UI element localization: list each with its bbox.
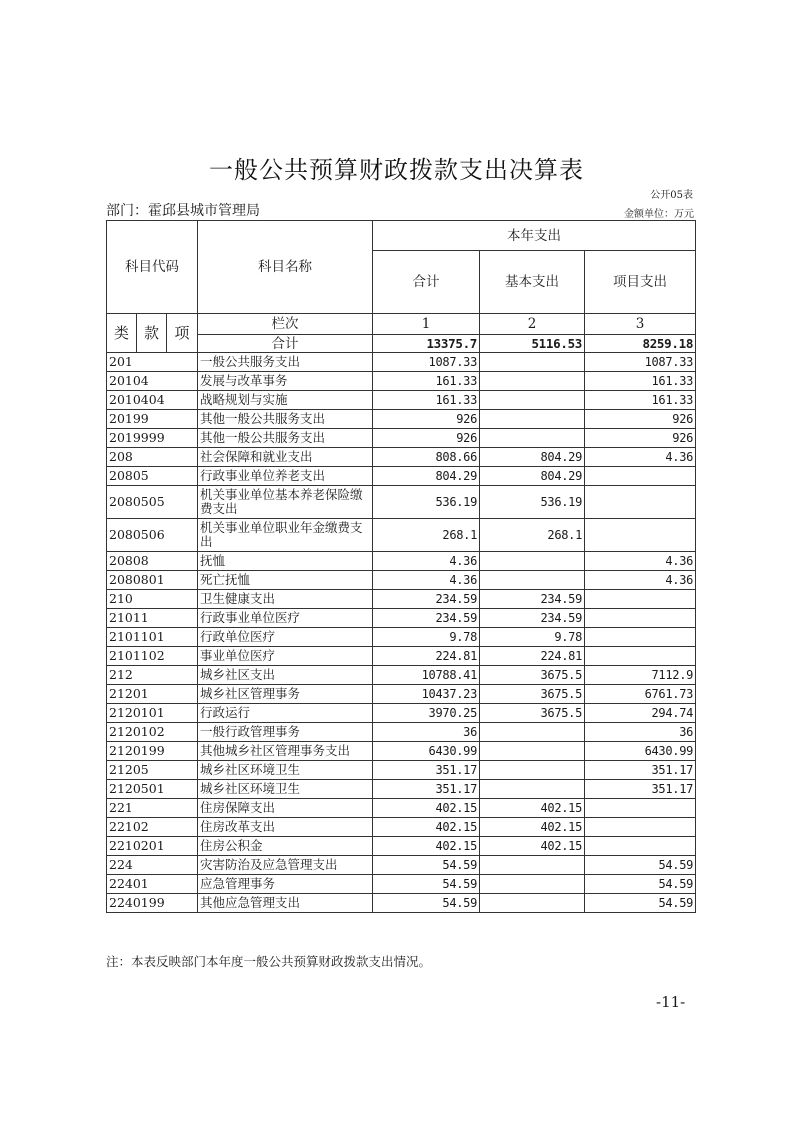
row-code: 2080506 — [107, 519, 198, 552]
form-number: 公开05表 — [650, 190, 693, 201]
row-project: 4.36 — [585, 552, 696, 571]
row-project: 4.36 — [585, 571, 696, 590]
row-code: 22401 — [107, 875, 198, 894]
row-project: 351.17 — [585, 780, 696, 799]
row-code: 201 — [107, 353, 198, 372]
row-total: 9.78 — [373, 628, 480, 647]
table-row — [107, 552, 696, 571]
row-name: 城乡社区管理事务 — [198, 685, 373, 704]
table-row — [107, 519, 696, 552]
row-basic: 3675.5 — [480, 704, 585, 723]
row-name: 机关事业单位职业年金缴费支出 — [198, 519, 373, 552]
row-total: 926 — [373, 429, 480, 448]
table-row — [107, 448, 696, 467]
table-row — [107, 723, 696, 742]
row-total: 4.36 — [373, 571, 480, 590]
row-basic: 804.29 — [480, 467, 585, 486]
row-project: 7112.9 — [585, 666, 696, 685]
row-total: 161.33 — [373, 372, 480, 391]
row-code: 22102 — [107, 818, 198, 837]
row-basic — [480, 372, 585, 391]
table-row — [107, 590, 696, 609]
row-name: 一般公共服务支出 — [198, 353, 373, 372]
row-code: 2080801 — [107, 571, 198, 590]
row-total: 54.59 — [373, 856, 480, 875]
header-current-year: 本年支出 — [373, 221, 696, 251]
row-project: 4.36 — [585, 448, 696, 467]
row-basic — [480, 723, 585, 742]
row-total: 804.29 — [373, 467, 480, 486]
row-project — [585, 590, 696, 609]
row-total: 536.19 — [373, 486, 480, 519]
row-basic — [480, 875, 585, 894]
column-index-2: 2 — [480, 314, 585, 335]
row-total: 268.1 — [373, 519, 480, 552]
row-project: 54.59 — [585, 856, 696, 875]
table-row — [107, 856, 696, 875]
header-section: 款 — [137, 314, 167, 353]
row-basic: 804.29 — [480, 448, 585, 467]
row-name: 灾害防治及应急管理支出 — [198, 856, 373, 875]
row-total: 808.66 — [373, 448, 480, 467]
total-row-label: 合计 — [198, 335, 373, 353]
row-project — [585, 837, 696, 856]
row-basic: 224.81 — [480, 647, 585, 666]
row-code: 21201 — [107, 685, 198, 704]
row-code: 20104 — [107, 372, 198, 391]
total-row-project: 8259.18 — [585, 335, 696, 353]
row-code: 210 — [107, 590, 198, 609]
row-total: 402.15 — [373, 818, 480, 837]
header-class: 类 — [107, 314, 137, 353]
row-name: 其他应急管理支出 — [198, 894, 373, 913]
row-project: 161.33 — [585, 391, 696, 410]
table-row — [107, 894, 696, 913]
row-name: 行政单位医疗 — [198, 628, 373, 647]
unit-label: 金额单位：万元 — [624, 209, 694, 220]
row-code: 20808 — [107, 552, 198, 571]
row-name: 事业单位医疗 — [198, 647, 373, 666]
row-basic — [480, 761, 585, 780]
row-name: 城乡社区环境卫生 — [198, 761, 373, 780]
row-project — [585, 519, 696, 552]
row-name: 行政运行 — [198, 704, 373, 723]
header-item: 项 — [167, 314, 198, 353]
row-project: 6761.73 — [585, 685, 696, 704]
table-row — [107, 837, 696, 856]
row-basic: 234.59 — [480, 609, 585, 628]
page-number: -11- — [656, 993, 686, 1011]
row-total: 234.59 — [373, 609, 480, 628]
header-basic: 基本支出 — [480, 251, 585, 314]
row-basic — [480, 571, 585, 590]
column-index-1: 1 — [373, 314, 480, 335]
row-name: 住房保障支出 — [198, 799, 373, 818]
row-code: 212 — [107, 666, 198, 685]
row-name: 城乡社区支出 — [198, 666, 373, 685]
table-row — [107, 780, 696, 799]
row-code: 2101101 — [107, 628, 198, 647]
row-total: 10788.41 — [373, 666, 480, 685]
row-name: 住房公积金 — [198, 837, 373, 856]
total-row-basic: 5116.53 — [480, 335, 585, 353]
row-total: 3970.25 — [373, 704, 480, 723]
row-total: 54.59 — [373, 875, 480, 894]
table-row — [107, 372, 696, 391]
row-basic — [480, 856, 585, 875]
row-name: 死亡抚恤 — [198, 571, 373, 590]
column-index-3: 3 — [585, 314, 696, 335]
row-total: 36 — [373, 723, 480, 742]
row-project — [585, 609, 696, 628]
row-code: 2120102 — [107, 723, 198, 742]
row-basic: 9.78 — [480, 628, 585, 647]
table-row — [107, 353, 696, 372]
table-row — [107, 467, 696, 486]
row-code: 20805 — [107, 467, 198, 486]
table-row — [107, 410, 696, 429]
row-code: 21011 — [107, 609, 198, 628]
row-name: 抚恤 — [198, 552, 373, 571]
row-code: 2120101 — [107, 704, 198, 723]
row-total: 1087.33 — [373, 353, 480, 372]
row-total: 402.15 — [373, 799, 480, 818]
row-name: 战略规划与实施 — [198, 391, 373, 410]
row-project — [585, 818, 696, 837]
row-code: 2210201 — [107, 837, 198, 856]
row-project — [585, 486, 696, 519]
footnote: 注：本表反映部门本年度一般公共预算财政拨款支出情况。 — [106, 954, 432, 969]
row-project: 926 — [585, 429, 696, 448]
row-total: 224.81 — [373, 647, 480, 666]
header-project: 项目支出 — [585, 251, 696, 314]
table-row — [107, 875, 696, 894]
row-total: 351.17 — [373, 761, 480, 780]
row-basic: 402.15 — [480, 818, 585, 837]
row-project: 294.74 — [585, 704, 696, 723]
department-label: 部门：霍邱县城市管理局 — [106, 203, 260, 219]
table-row — [107, 685, 696, 704]
row-name: 行政事业单位医疗 — [198, 609, 373, 628]
row-code: 2240199 — [107, 894, 198, 913]
row-code: 208 — [107, 448, 198, 467]
row-project — [585, 647, 696, 666]
row-project — [585, 467, 696, 486]
row-code: 21205 — [107, 761, 198, 780]
row-basic — [480, 894, 585, 913]
table-row — [107, 761, 696, 780]
row-basic: 402.15 — [480, 799, 585, 818]
row-name: 社会保障和就业支出 — [198, 448, 373, 467]
row-basic: 234.59 — [480, 590, 585, 609]
row-project — [585, 799, 696, 818]
row-project: 351.17 — [585, 761, 696, 780]
row-name: 行政事业单位养老支出 — [198, 467, 373, 486]
row-code: 2120501 — [107, 780, 198, 799]
table-row — [107, 391, 696, 410]
row-code: 224 — [107, 856, 198, 875]
document-title: 一般公共预算财政拨款支出决算表 — [209, 156, 584, 184]
table-row — [107, 647, 696, 666]
row-code: 2101102 — [107, 647, 198, 666]
column-index-label: 栏次 — [198, 314, 373, 335]
row-name: 机关事业单位基本养老保险缴费支出 — [198, 486, 373, 519]
table-row — [107, 666, 696, 685]
row-project: 161.33 — [585, 372, 696, 391]
row-total: 6430.99 — [373, 742, 480, 761]
table-row — [107, 704, 696, 723]
row-basic: 3675.5 — [480, 666, 585, 685]
row-basic — [480, 391, 585, 410]
total-row-total: 13375.7 — [373, 335, 480, 353]
row-basic — [480, 552, 585, 571]
row-project: 1087.33 — [585, 353, 696, 372]
row-code: 2080505 — [107, 486, 198, 519]
row-project: 54.59 — [585, 875, 696, 894]
row-project: 926 — [585, 410, 696, 429]
row-basic: 3675.5 — [480, 685, 585, 704]
row-code: 2019999 — [107, 429, 198, 448]
row-code: 20199 — [107, 410, 198, 429]
row-basic: 402.15 — [480, 837, 585, 856]
row-name: 其他一般公共服务支出 — [198, 429, 373, 448]
row-basic — [480, 353, 585, 372]
row-name: 其他一般公共服务支出 — [198, 410, 373, 429]
header-code: 科目代码 — [107, 221, 198, 314]
table-row — [107, 609, 696, 628]
row-name: 发展与改革事务 — [198, 372, 373, 391]
row-project — [585, 628, 696, 647]
row-basic — [480, 742, 585, 761]
header-total: 合计 — [373, 251, 480, 314]
table-row — [107, 818, 696, 837]
row-basic — [480, 410, 585, 429]
row-basic — [480, 429, 585, 448]
table-row — [107, 486, 696, 519]
row-total: 402.15 — [373, 837, 480, 856]
table-row — [107, 628, 696, 647]
row-project: 54.59 — [585, 894, 696, 913]
table-row — [107, 571, 696, 590]
row-name: 卫生健康支出 — [198, 590, 373, 609]
expenditure-table — [106, 220, 696, 913]
row-total: 54.59 — [373, 894, 480, 913]
row-total: 161.33 — [373, 391, 480, 410]
row-name: 其他城乡社区管理事务支出 — [198, 742, 373, 761]
table-row — [107, 742, 696, 761]
row-total: 234.59 — [373, 590, 480, 609]
row-name: 城乡社区环境卫生 — [198, 780, 373, 799]
row-project: 6430.99 — [585, 742, 696, 761]
row-name: 一般行政管理事务 — [198, 723, 373, 742]
header-name: 科目名称 — [198, 221, 373, 314]
row-name: 应急管理事务 — [198, 875, 373, 894]
row-basic: 536.19 — [480, 486, 585, 519]
row-code: 2010404 — [107, 391, 198, 410]
row-name: 住房改革支出 — [198, 818, 373, 837]
row-total: 10437.23 — [373, 685, 480, 704]
row-total: 351.17 — [373, 780, 480, 799]
row-code: 221 — [107, 799, 198, 818]
row-total: 4.36 — [373, 552, 480, 571]
row-basic: 268.1 — [480, 519, 585, 552]
table-row — [107, 429, 696, 448]
row-project: 36 — [585, 723, 696, 742]
row-code: 2120199 — [107, 742, 198, 761]
row-total: 926 — [373, 410, 480, 429]
row-basic — [480, 780, 585, 799]
table-row — [107, 799, 696, 818]
